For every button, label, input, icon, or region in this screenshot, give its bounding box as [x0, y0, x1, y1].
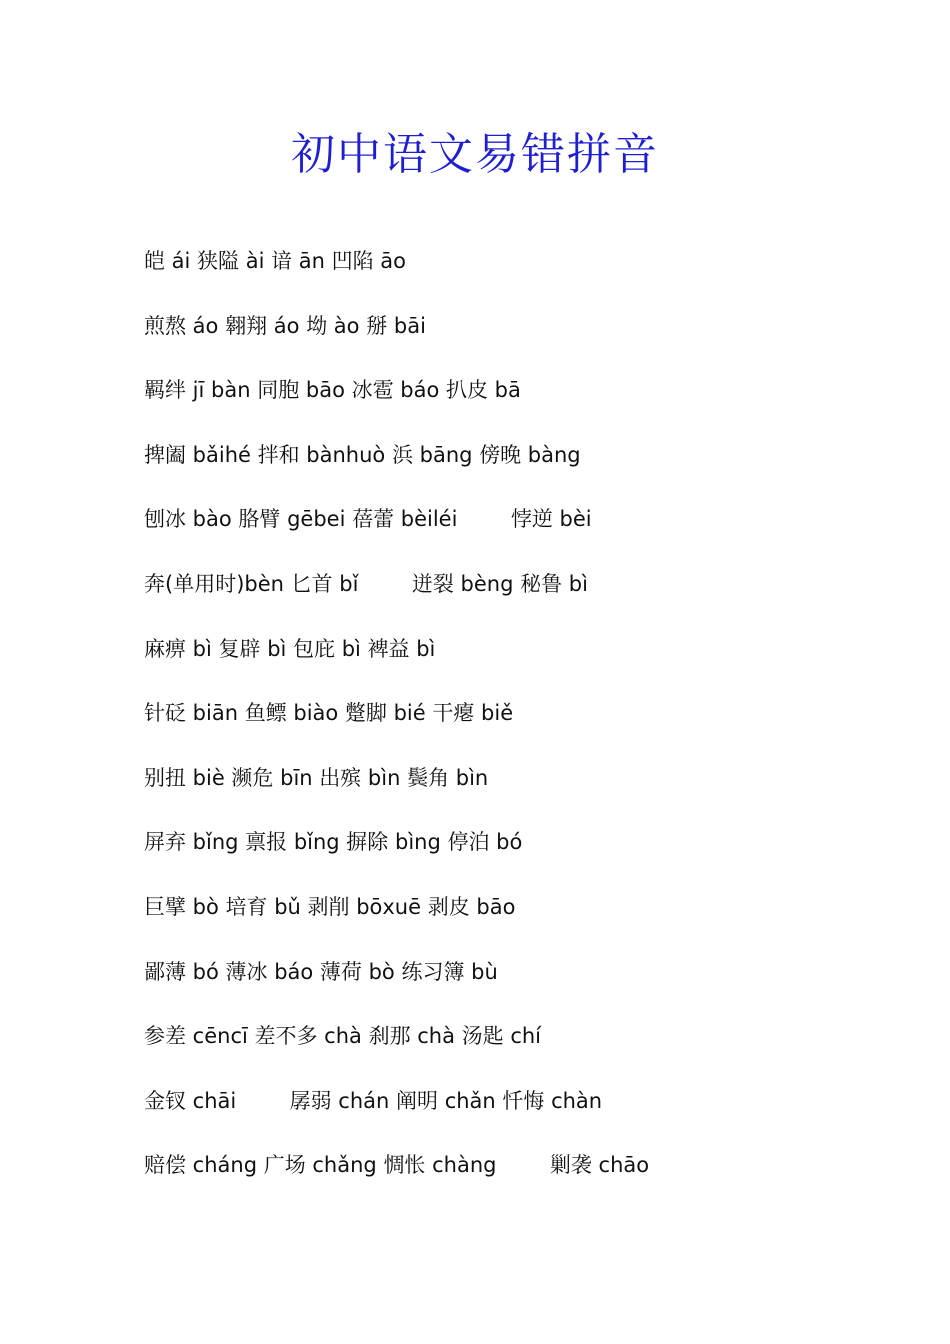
pinyin-line: 针砭 biān 鱼鳔 biào 蹩脚 bié 干瘪 biě [144, 701, 514, 726]
pinyin-line: 奔(单用时)bèn 匕首 bǐ 迸裂 bèng 秘鲁 bì [144, 571, 588, 596]
pinyin-line: 屏弃 bǐng 禀报 bǐng 摒除 bìng 停泊 bó [144, 830, 523, 855]
pinyin-line: 赔偿 cháng 广场 chǎng 惆怅 chàng 剿袭 chāo [144, 1153, 650, 1178]
pinyin-list [144, 244, 924, 1213]
pinyin-line: 麻痹 bì 复辟 bì 包庇 bì 裨益 bì [144, 636, 436, 661]
document-title: 初中语文易错拼音 [291, 129, 659, 180]
pinyin-line: 煎熬 áo 翱翔 áo 坳 ào 掰 bāi [144, 313, 426, 338]
pinyin-line: 捭阖 bǎihé 拌和 bànhuò 浜 bāng 傍晚 bàng [144, 442, 581, 467]
pinyin-line: 羁绊 jī bàn 同胞 bāo 冰雹 báo 扒皮 bā [144, 378, 521, 403]
pinyin-line: 刨冰 bào 胳臂 gēbei 蓓蕾 bèiléi 悖逆 bèi [144, 507, 592, 532]
pinyin-line: 鄙薄 bó 薄冰 báo 薄荷 bò 练习簿 bù [144, 959, 498, 984]
pinyin-line: 巨擘 bò 培育 bǔ 剥削 bōxuē 剥皮 bāo [144, 894, 516, 919]
pinyin-line: 皑 ái 狭隘 ài 谙 ān 凹陷 āo [144, 249, 407, 273]
pinyin-line: 别扭 biè 濒危 bīn 出殡 bìn 鬓角 bìn [144, 765, 489, 790]
pinyin-line: 参差 cēncī 差不多 chà 刹那 chà 汤匙 chí [144, 1024, 542, 1049]
pinyin-line: 金钗 chāi 孱弱 chán 阐明 chǎn 忏悔 chàn [144, 1088, 603, 1113]
